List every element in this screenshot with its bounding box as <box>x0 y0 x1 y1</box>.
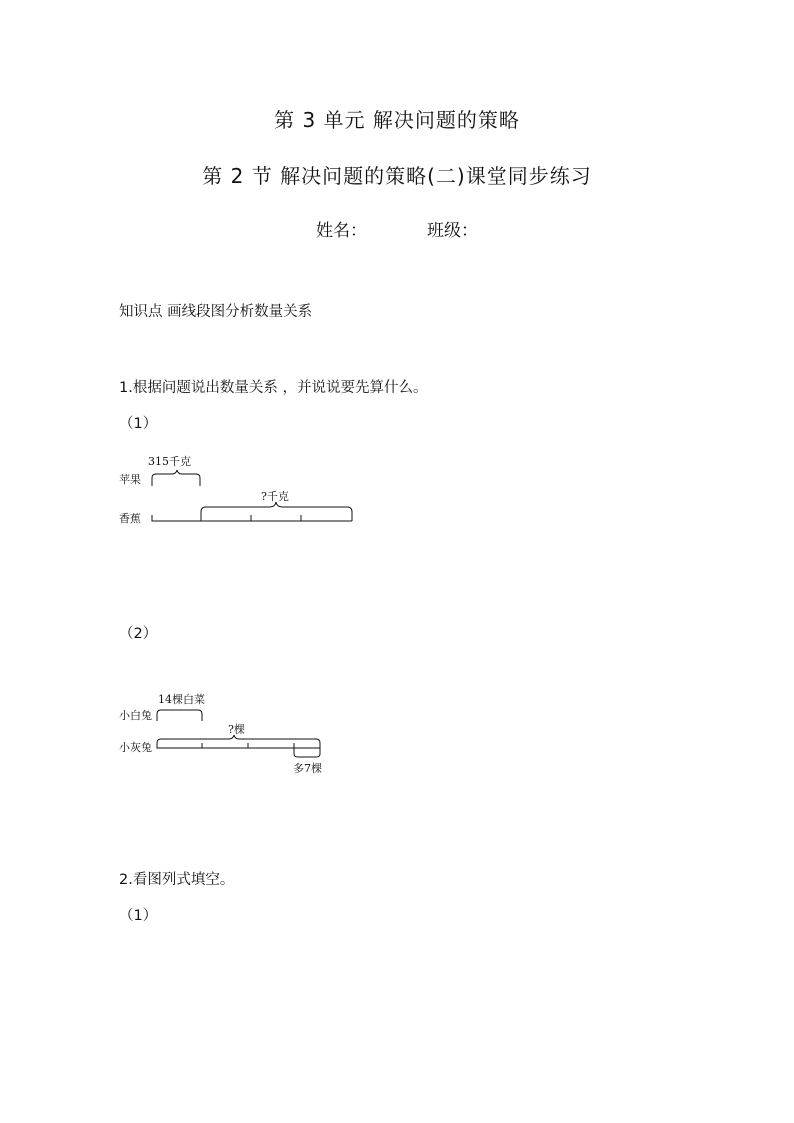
gray-rabbit-question-label: ?棵 <box>228 723 245 736</box>
unit-title: 第 3 单元 解决问题的策略 <box>274 108 520 132</box>
segment-diagram-rabbits <box>110 686 350 781</box>
knowledge-point: 知识点 画线段图分析数量关系 <box>119 304 313 320</box>
banana-segment-line <box>152 515 352 521</box>
segment-diagram-apples-bananas <box>110 448 370 533</box>
question2-part1-label: （1） <box>119 908 158 924</box>
student-info-line <box>0 216 794 241</box>
name-label: 姓名： <box>316 221 367 241</box>
white-rabbit-amount-label: 14棵白菜 <box>158 693 205 706</box>
white-rabbit-segment <box>157 710 202 721</box>
question2-prompt: 2.看图列式填空。 <box>119 872 235 888</box>
apple-segment-brace <box>152 470 200 486</box>
question1-prompt: 1.根据问题说出数量关系 ，并说说要先算什么。 <box>119 380 428 396</box>
banana-row-label: 香蕉 <box>119 512 141 525</box>
white-rabbit-row-label: 小白兔 <box>119 709 152 722</box>
gray-rabbit-segment-line <box>157 743 320 748</box>
section-title: 第 2 节 解决问题的策略(二)课堂同步练习 <box>202 164 592 188</box>
apple-weight-label: 315千克 <box>148 455 191 468</box>
gray-rabbit-row-label: 小灰兔 <box>119 741 152 754</box>
question1-part2-label: （2） <box>119 626 158 642</box>
apple-row-label: 苹果 <box>119 473 141 486</box>
question1-part1-label: （1） <box>119 416 158 432</box>
extra-amount-bracket <box>294 748 320 757</box>
banana-question-brace <box>201 502 352 521</box>
banana-weight-label: ?千克 <box>261 490 289 503</box>
extra-amount-label: 多7棵 <box>293 762 322 775</box>
gray-rabbit-question-brace <box>157 735 320 748</box>
class-label: 班级： <box>427 221 478 241</box>
